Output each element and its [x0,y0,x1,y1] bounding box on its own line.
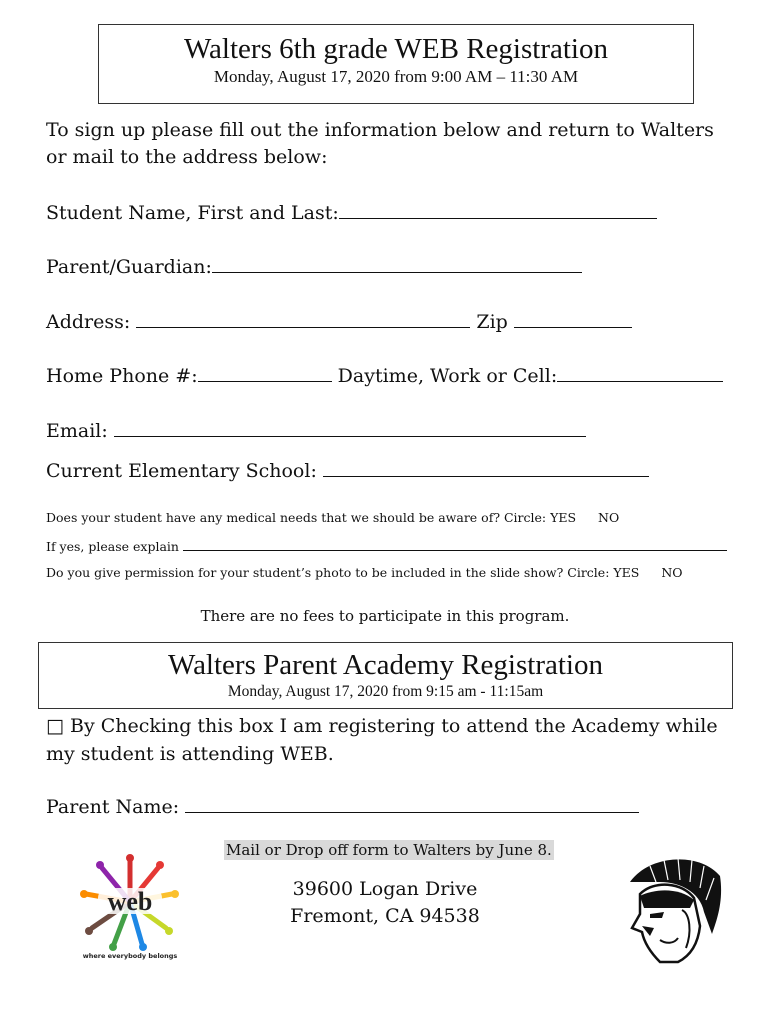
medical-question: Does your student have any medical needs that we should be aware of? Circle: [46,510,547,525]
student-name-field[interactable] [339,199,657,219]
home-phone-field[interactable] [198,362,332,382]
parent-name-row [46,793,639,818]
address-row [46,308,632,333]
medical-yes[interactable]: YES [550,510,577,525]
medical-question-row [46,510,619,525]
address-line-2: Fremont, CA 94538 [290,905,480,927]
photo-no[interactable]: NO [661,565,683,580]
academy-checkbox-text[interactable]: □ By Checking this box I am registering to attend the Academy while my student is attending WEB. [46,715,718,765]
email-row [46,417,586,442]
photo-yes[interactable]: YES [613,565,640,580]
email-field[interactable] [114,417,586,437]
fees-note: There are no fees to participate in this program. [200,607,570,625]
parent-name-label: Parent Name: [46,796,180,818]
web-logo-icon [80,850,180,960]
zip-field[interactable] [514,308,632,328]
school-field[interactable] [323,457,649,477]
parent-label: Parent/Guardian: [46,256,212,278]
academy-title: Walters Parent Academy Registration [168,649,603,681]
explain-label: If yes, please explain [46,539,179,554]
address-line-1: 39600 Logan Drive [292,878,478,900]
home-phone-label: Home Phone #: [46,365,198,387]
academy-header-box [38,642,733,709]
parent-name-field[interactable] [185,793,639,813]
spartan-helmet-icon [620,852,726,964]
school-row [46,457,649,482]
mail-note: Mail or Drop off form to Walters by June 8. [226,841,552,859]
medical-no[interactable]: NO [598,510,620,525]
explain-field[interactable] [183,538,727,551]
student-name-label: Student Name, First and Last: [46,202,339,224]
zip-label: Zip [476,311,508,333]
web-logo-text: web [107,887,153,916]
address-label: Address: [46,311,131,333]
mailing-address [250,876,520,930]
address-field[interactable] [136,308,470,328]
registration-date: Monday, August 17, 2020 from 9:00 AM – 11:30 AM [213,67,579,86]
parent-field[interactable] [212,253,582,273]
intro-text: To sign up please fill out the information below and return to Walters or mail to the address below: [46,119,714,168]
registration-title: Walters 6th grade WEB Registration [184,33,608,65]
student-name-row [46,199,657,224]
phone-row [46,362,723,387]
daytime-phone-field[interactable] [557,362,723,382]
registration-header-box [98,24,694,104]
photo-question-row [46,565,683,580]
explain-row [46,538,727,554]
academy-date: Monday, August 17, 2020 from 9:15 am - 11:15am [227,683,544,700]
photo-question: Do you give permission for your student’s photo to be included in the slide show? Circle: [46,565,610,580]
email-label: Email: [46,420,108,442]
web-logo-tagline: where everybody belongs [82,952,178,960]
school-label: Current Elementary School: [46,460,317,482]
parent-row [46,253,582,278]
daytime-phone-label: Daytime, Work or Cell: [337,365,558,387]
